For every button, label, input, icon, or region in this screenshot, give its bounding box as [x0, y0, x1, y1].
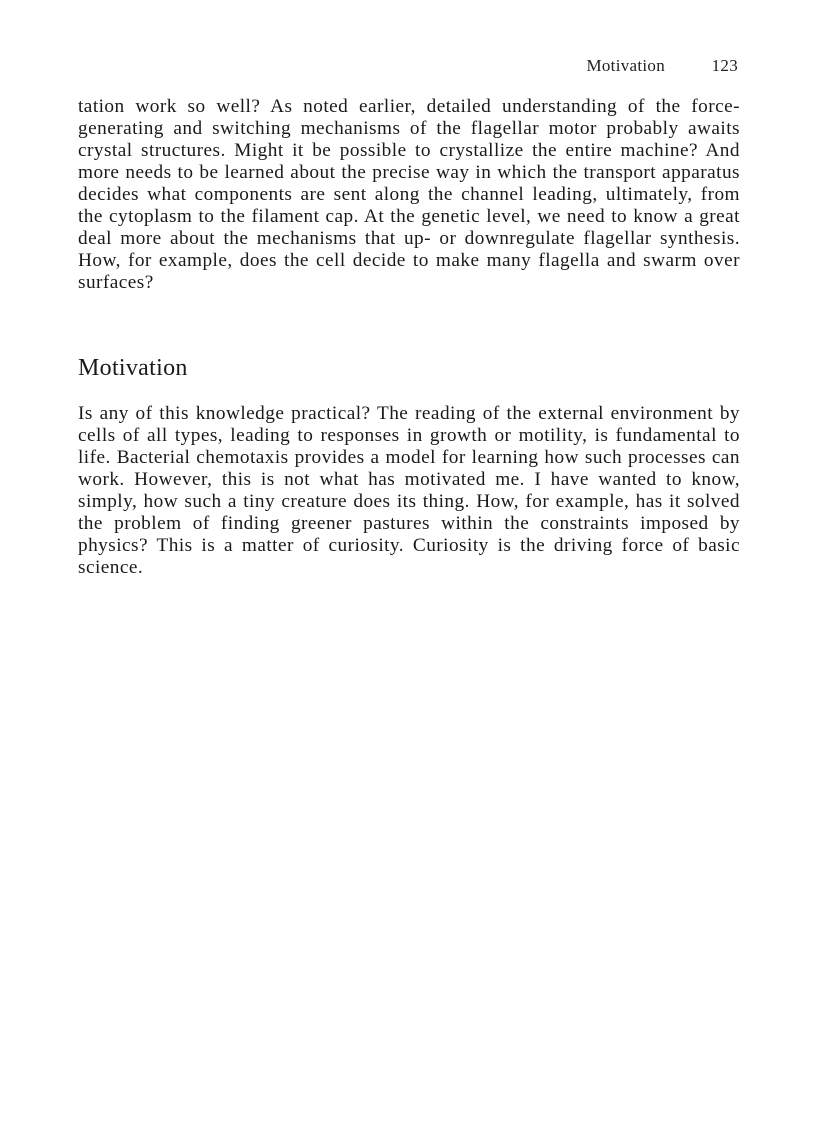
running-head-title: Motivation	[586, 56, 666, 75]
section-heading: Motivation	[78, 355, 188, 381]
running-head	[586, 54, 738, 78]
section-paragraph: Is any of this knowledge practical? The reading of the external environment by cells of all types, leading to responses in growth or motility, is fundamental to life. Bacterial chemotaxis provides a model for learning how such processes can work. However, this is not what has motivated me. I have wanted to know, simply, how such a tiny creature does its thing. How, for example, has it solved the problem of finding greener pastures within the constraints imposed by physics? This is a matter of curiosity. Curiosity is the driving force of basic science.	[78, 403, 740, 578]
page-number: 123	[711, 56, 738, 75]
continued-paragraph: tation work so well? As noted earlier, detailed understanding of the force-generating and switching mechanisms of the flagellar motor probably awaits crystal structures. Might it be possible to crystallize the entire machine? And more needs to be learned about the precise way in which the transport apparatus decides what components are sent along the channel leading, ultimately, from the cytoplasm to the filament cap. At the genetic level, we need to know a great deal more about the mechanisms that up- or downregulate flagellar synthesis. How, for example, does the cell decide to make many flagella and swarm over surfaces?	[78, 96, 740, 293]
